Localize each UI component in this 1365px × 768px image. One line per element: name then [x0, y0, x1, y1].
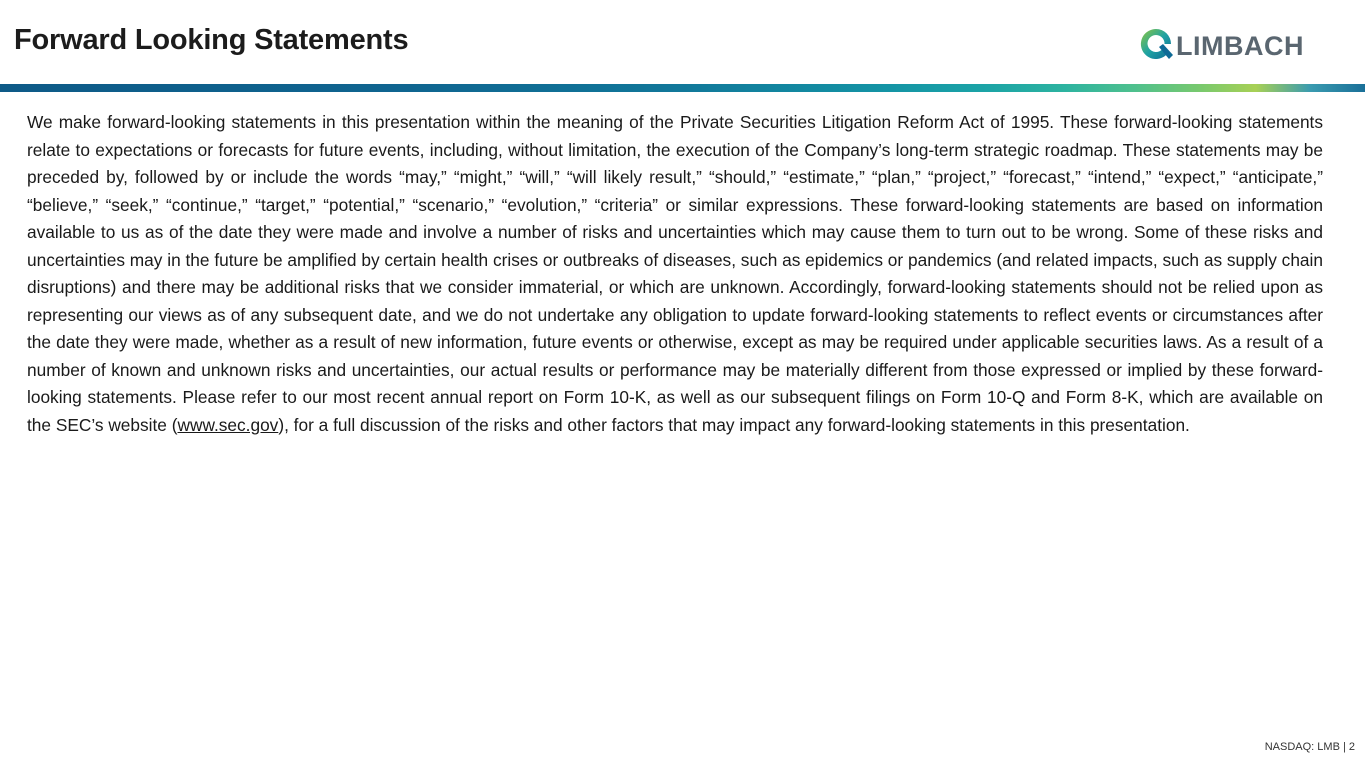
- sec-website-link[interactable]: www.sec.gov: [177, 414, 279, 435]
- company-logo: [1138, 24, 1324, 64]
- footer-ticker-page: NASDAQ: LMB | 2: [1264, 741, 1355, 753]
- header-gradient-bar: [0, 84, 1365, 92]
- disclaimer-paragraph: [27, 109, 1323, 439]
- slide-title: Forward Looking Statements: [14, 24, 409, 56]
- disclaimer-text-part-1: We make forward-looking statements in this presentation within the meaning of the Private Securities Litigation Reform Act of 1995. These forward-looking statements relate to expectations or forecasts for future events, including, without limitation, the execution of the Company’s long-term strategic roadmap. These statements may be preceded by, followed by or include the words “may,” “might,” “will,” “will likely result,” “should,” “estimate,” “plan,” “project,” “forecast,” “intend,” “expect,” “anticipate,” “believe,” “seek,” “continue,” “target,” “potential,” “scenario,” “evolution,” “criteria” or similar expressions. These forward-looking statements are based on information available to us as of the date they were made and involve a number of risks and uncertainties which may cause them to turn out to be wrong. Some of these risks and uncertainties may in the future be amplified by certain health crises or outbreaks of diseases, such as epidemics or pandemics (and related impacts, such as supply chain disruptions) and there may be additional risks that we consider immaterial, or which are unknown. Accordingly, forward-looking statements should not be relied upon as representing our views as of any subsequent date, and we do not undertake any obligation to update forward-looking statements to reflect events or circumstances after the date they were made, whether as a result of new information, future events or otherwise, except as may be required under applicable securities laws. As a result of a number of known and unknown risks and uncertainties, our actual results or performance may be materially different from those expressed or implied by these forward-looking statements. Please refer to our most recent annual report on Form 10-K, as well as our subsequent filings on Form 10-Q and Form 8-K, which are available on the SEC’s website (: [27, 112, 1323, 435]
- logo-wordmark: LIMBACH: [1176, 30, 1304, 61]
- disclaimer-text-part-2: ), for a full discussion of the risks and other factors that may impact any forward-looking statements in this presentation.: [278, 414, 1190, 435]
- limbach-q-logo-icon: [1138, 26, 1174, 62]
